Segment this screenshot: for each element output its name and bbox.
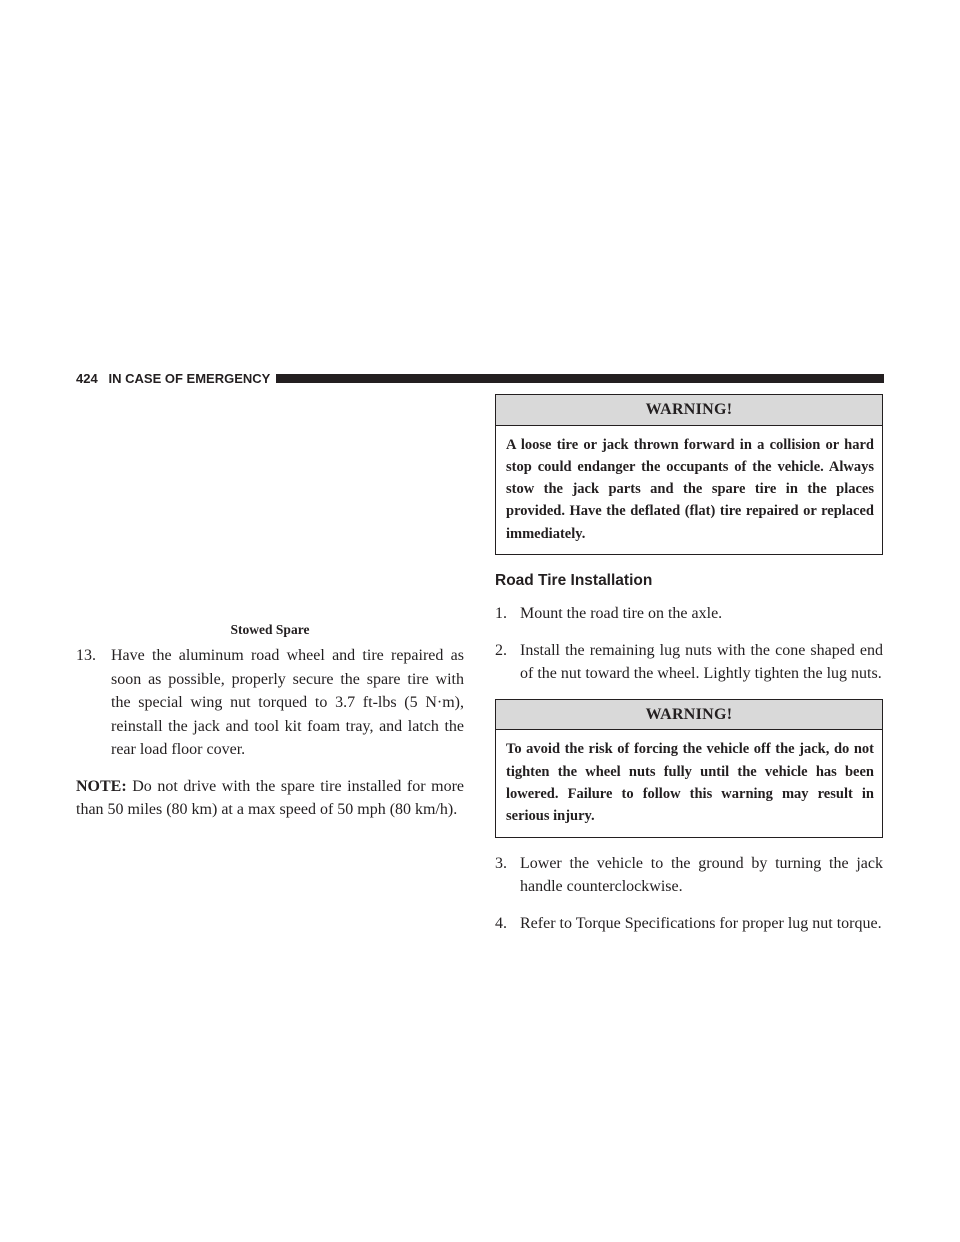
warning-box-stowing bbox=[495, 394, 883, 555]
step-text: Install the remaining lug nuts with the cone shaped end of the nut toward the wheel. Lightly tighten the lug nuts. bbox=[520, 641, 883, 683]
section-heading: Road Tire Installation bbox=[495, 571, 653, 589]
step-text: Mount the road tire on the axle. bbox=[520, 605, 723, 623]
note-paragraph bbox=[76, 775, 464, 822]
step-text: Have the aluminum road wheel and tire repaired as soon as possible, properly secure the spare tire with the special wing nut torqued to 3.7 ft-lbs (5 N·m), reinstall the jack and tool kit foam tray, and latch the rear load floor cover. bbox=[111, 647, 464, 758]
warning-box-lug-nuts bbox=[495, 699, 883, 838]
page-header bbox=[76, 370, 884, 388]
warning-title: WARNING! bbox=[496, 395, 882, 426]
step-13 bbox=[76, 644, 464, 762]
step-text: Lower the vehicle to the ground by turning the jack handle counterclockwise. bbox=[520, 854, 883, 896]
step-number: 4. bbox=[495, 914, 507, 932]
step-4 bbox=[495, 912, 883, 936]
step-3 bbox=[495, 852, 883, 899]
figure-caption: Stowed Spare bbox=[230, 622, 310, 637]
left-column bbox=[76, 644, 464, 822]
step-number: 3. bbox=[495, 854, 507, 872]
step-number: 1. bbox=[495, 605, 507, 623]
warning-text: A loose tire or jack thrown forward in a collision or hard stop could endanger the occupants of the vehicle. Always stow the jack parts and the spare tire in the places provided. Have the deflated (flat) tire repaired or replaced immediately. bbox=[506, 436, 874, 542]
right-column bbox=[495, 394, 883, 948]
note-text: Do not drive with the spare tire installed for more than 50 miles (80 km) at a max speed of 50 mph (80 km/h). bbox=[76, 777, 464, 818]
warning-title: WARNING! bbox=[496, 700, 882, 731]
warning-text: To avoid the risk of forcing the vehicle off the jack, do not tighten the wheel nuts fully until the vehicle has been lowered. Failure to follow this warning may result in serious injury. bbox=[506, 741, 874, 825]
step-number: 2. bbox=[495, 641, 507, 659]
step-number: 13. bbox=[76, 647, 96, 664]
header-text bbox=[76, 370, 276, 388]
page-number: 424 bbox=[76, 371, 98, 386]
stowed-spare-figure bbox=[76, 395, 464, 620]
step-text: Refer to Torque Specifications for proper lug nut torque. bbox=[520, 914, 882, 932]
step-2 bbox=[495, 639, 883, 686]
step-1 bbox=[495, 602, 883, 626]
header-rule bbox=[272, 374, 884, 383]
note-label: NOTE: bbox=[76, 777, 127, 795]
section-title: IN CASE OF EMERGENCY bbox=[108, 371, 271, 386]
